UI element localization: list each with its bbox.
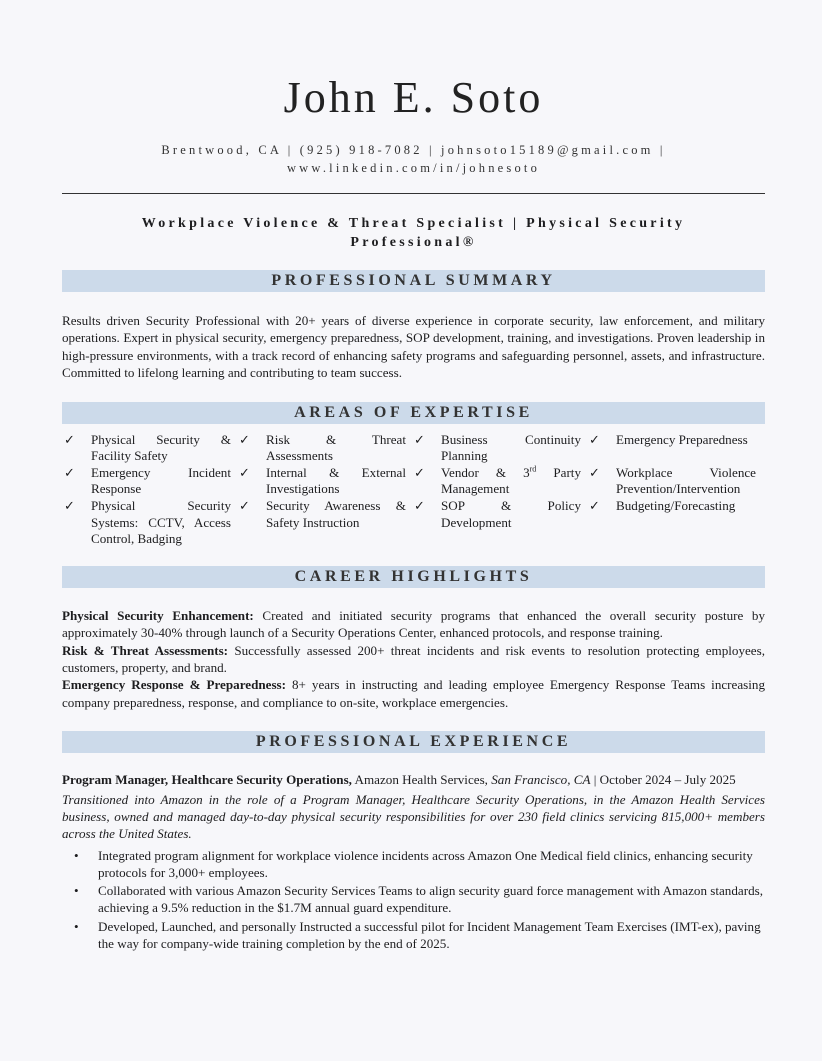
highlight-item: Physical Security Enhancement: Created and initiated security programs that enhanced the overall security posture by approximately 30-40% through launch of a Security Operations Center, enhanced protocols, and response training.	[62, 607, 766, 641]
checkmark-icon: ✓	[589, 498, 600, 513]
job-location: San Francisco, CA	[491, 772, 591, 788]
resume-page	[62, 0, 765, 953]
expertise-item: ✓ Emergency Incident Response	[64, 464, 231, 497]
headline-line-1: Workplace Violence & Threat Specialist | Physical Security	[141, 216, 686, 231]
expertise-item: ✓ Business Continuity Planning	[414, 431, 581, 464]
highlights-list	[62, 607, 765, 711]
highlight-item: Risk & Threat Assessments: Successfully assessed 200+ threat incidents and risk events to resolution protecting employees, customers, property, and brand.	[62, 642, 765, 675]
expertise-item: ✓ Emergency Preparedness	[587, 432, 762, 465]
checkmark-icon: ✓	[239, 431, 250, 447]
summary-heading: PROFESSIONAL SUMMARY	[62, 270, 765, 292]
expertise-grid	[62, 432, 765, 548]
job-bullets	[62, 847, 765, 952]
checkmark-icon: ✓	[64, 498, 75, 513]
expertise-item: ✓ Workplace Violence Prevention/Intervention	[589, 464, 756, 497]
checkmark-icon: ✓	[239, 464, 250, 480]
highlight-item: Emergency Response & Preparedness: 8+ years in instructing and leading employee Emergency Response Teams increasing company preparedness, response, and compliance to on-site, workplace emergencies.	[62, 677, 765, 710]
list-item: • Integrated program alignment for workplace violence incidents across Amazon One Medical field clinics, enhancing security protocols for 3,000+ employees.	[62, 847, 765, 881]
expertise-item: ✓ Security Awareness & Safety Instruction	[237, 498, 412, 548]
checkmark-icon: ✓	[414, 431, 425, 447]
highlight-label: Physical Security Enhancement:	[62, 607, 254, 623]
highlight-label: Emergency Response & Preparedness:	[62, 677, 287, 693]
highlights-heading: CAREER HIGHLIGHTS	[62, 566, 765, 588]
checkmark-icon: ✓	[64, 431, 75, 447]
highlight-label: Risk & Threat Assessments:	[62, 642, 229, 658]
contact-line-2: www.linkedin.com/in/johnesoto	[286, 161, 541, 175]
expertise-item: ✓ Physical Security & Facility Safety	[64, 431, 231, 464]
bullet-icon: •	[74, 883, 79, 899]
list-item: • Collaborated with various Amazon Security Services Teams to align security guard force management with Amazon standards, achieving a 9.5% reduction in the $1.7M annual guard expenditure.	[62, 882, 765, 916]
contact-info	[62, 141, 765, 177]
job-description: Transitioned into Amazon in the role of a Program Manager, Healthcare Security Operations, in the Amazon Health Services business, owned and managed day-to-day physical security responsibilities for over 230 field clinics servicing 815,000+ members across the United States.	[62, 791, 765, 842]
list-item: • Developed, Launched, and personally Instructed a successful pilot for Incident Management Team Exercises (IMT-ex), paving the way for company-wide training completion by the end of 2025.	[62, 918, 765, 952]
checkmark-icon: ✓	[414, 464, 425, 480]
headline-line-2: Professional®	[350, 235, 477, 250]
checkmark-icon: ✓	[589, 431, 600, 447]
bullet-icon: •	[74, 847, 79, 863]
expertise-item: ✓ Risk & Threat Assessments	[239, 431, 406, 464]
checkmark-icon: ✓	[64, 464, 75, 480]
expertise-item: ✓ Vendor & 3rd Party Management	[414, 464, 581, 497]
header-divider	[62, 193, 765, 194]
candidate-name: John E. Soto	[283, 73, 544, 122]
checkmark-icon: ✓	[414, 498, 425, 513]
expertise-item: ✓ SOP & Policy Development	[412, 498, 587, 548]
professional-headline	[62, 214, 765, 252]
job-title: Program Manager, Healthcare Security Operations,	[62, 772, 352, 788]
summary-text: Results driven Security Professional with 20+ years of diverse experience in corporate security, law enforcement, and military operations. Expert in physical security, emergency preparedness, SOP development, training, and investigations. Proven leadership in high-pressure environments, with a track record of enhancing safety programs and safeguarding personnel, assets, and infrastructure. Committed to lifelong learning and contributing to team success.	[62, 313, 765, 381]
expertise-item: ✓ Physical Security Systems: CCTV, Access Control, Badging	[64, 498, 231, 547]
job-company: Amazon Health Services,	[351, 772, 492, 788]
job-dates: | October 2024 – July 2025	[590, 772, 736, 788]
expertise-item: ✓ Internal & External Investigations	[239, 464, 406, 497]
expertise-heading: AREAS OF EXPERTISE	[62, 402, 765, 424]
experience-heading: PROFESSIONAL EXPERIENCE	[62, 731, 765, 753]
bullet-icon: •	[74, 918, 79, 934]
contact-line-1: Brentwood, CA | (925) 918-7082 | johnsoto15189@gmail.com |	[161, 143, 666, 157]
checkmark-icon: ✓	[589, 464, 600, 480]
expertise-item: ✓ Budgeting/Forecasting	[587, 498, 762, 548]
checkmark-icon: ✓	[239, 498, 250, 513]
job-header	[62, 771, 765, 788]
